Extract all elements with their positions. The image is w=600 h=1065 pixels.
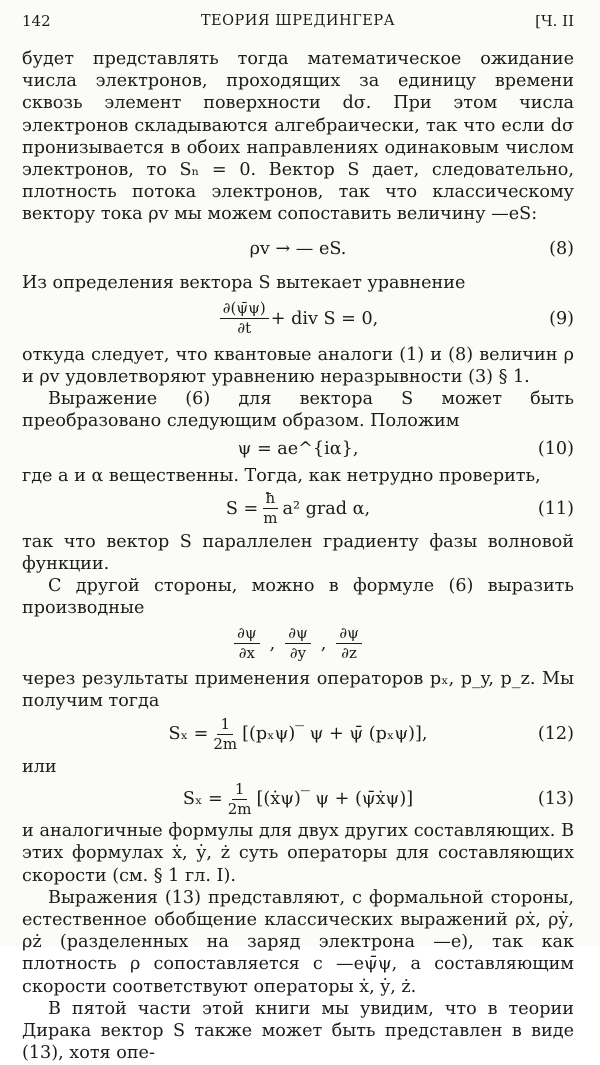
paragraph-1: будет представлять тогда математическое ожидание числа электронов, проходящих за единицу времени сквозь элемент поверхности dσ. При этом числа электронов складываются алгебраически, так что если dσ пронизывается в обоих направлениях одинаковым числом электронов, то Sₙ = 0. Вектор S дает, следовательно, плотность потока электронов, так что классическому вектору тока ρv мы можем сопоставить величину —eS:: [22, 49, 574, 225]
eq11-denominator: m: [263, 509, 278, 528]
eq12-denominator: 2m: [213, 734, 238, 753]
paragraph-8: через результаты применения операторов pₓ, p_y, p_z. Мы получим тогда: [22, 668, 574, 711]
eq13-lhs: Sₓ =: [182, 789, 223, 810]
deriv-z-num: ∂ψ: [336, 625, 362, 644]
eq9-denominator: ∂t: [237, 319, 252, 338]
eq11-lhs: S =: [225, 498, 259, 519]
eq11-rest: a² grad α,: [282, 498, 371, 519]
paragraph-3: откуда следует, что квантовые аналоги (1) и (8) величин ρ и ρv удовлетворяют уравнению неразрывности (3) § 1.: [22, 344, 574, 388]
deriv-y: [285, 625, 311, 662]
eq12-number: (12): [537, 723, 574, 744]
eq12-fraction: [210, 716, 240, 753]
equation-8: [22, 226, 574, 272]
eq9-fraction: [220, 300, 269, 337]
paragraph-11: Выражения (13) представляют, с формальной стороны, естественное обобщение классических выражений ρẋ, ρẏ, ρż (разделенных на заряд электрона —e), так как плотность ρ сопоставляется с —eψ̄ψ, а составляющим скорости соответствуют операторы ẋ, ẏ, ż.: [22, 887, 574, 997]
eq9-rest: + div S = 0,: [270, 308, 379, 329]
equation-11: [22, 487, 574, 531]
equation-12: [22, 712, 574, 756]
paragraph-7: С другой стороны, можно в формуле (6) выразить производные: [22, 576, 574, 619]
eq11-numerator: ħ: [263, 490, 279, 509]
page-header: [22, 8, 574, 34]
eq8-number: (8): [549, 238, 574, 259]
deriv-z-den: ∂z: [341, 644, 357, 663]
paragraph-10: и аналогичные формулы для двух других составляющих. В этих формулах ẋ, ẏ, ż суть операторы для составляющих скорости (см. § 1 гл. I).: [22, 821, 574, 886]
equation-13: [22, 778, 574, 820]
deriv-x-den: ∂x: [238, 644, 255, 663]
paragraph-2: Из определения вектора S вытекает уравнение: [22, 272, 466, 293]
eq10-number: (10): [537, 438, 574, 459]
chapter-marker: [Ч. II: [535, 12, 574, 30]
eq12-rest: [(pₓψ)‾ ψ + ψ̄ (pₓψ)],: [242, 723, 428, 744]
partial-derivatives: [22, 620, 574, 668]
equation-9: [22, 294, 574, 344]
eq11-fraction: [260, 490, 280, 527]
deriv-y-den: ∂y: [289, 644, 307, 663]
eq8-body: ρv → — eS.: [249, 238, 347, 259]
deriv-sep-2: ,: [320, 633, 327, 654]
equation-10: [22, 433, 574, 465]
eq11-number: (11): [537, 498, 574, 519]
deriv-sep-1: ,: [269, 633, 276, 654]
eq12-lhs: Sₓ =: [168, 723, 209, 744]
deriv-z: [336, 625, 362, 662]
paragraph-12: В пятой части этой книги мы увидим, что в теории Дирака вектор S также может быть представлен в виде (13), хотя опе-: [22, 998, 574, 1064]
paragraph-4: Выражение (6) для вектора S может быть преобразовано следующим образом. Положим: [22, 389, 574, 432]
running-title: ТЕОРИЯ ШРЕДИНГЕРА: [200, 13, 396, 29]
paragraph-9: или: [22, 757, 57, 778]
deriv-y-num: ∂ψ: [285, 625, 311, 644]
eq13-rest: [(ẋψ)‾ ψ + (ψ̄ẋψ)]: [256, 789, 414, 810]
paragraph-6: так что вектор S параллелен градиенту фазы волновой функции.: [22, 531, 574, 575]
eq13-fraction: [225, 781, 255, 818]
eq13-numerator: 1: [232, 781, 248, 800]
page-number: 142: [22, 12, 51, 30]
eq13-number: (13): [537, 789, 574, 810]
paragraph-5: где a и α вещественны. Тогда, как нетрудно проверить,: [22, 465, 541, 486]
eq10-body: ψ = ae^{iα},: [237, 438, 359, 459]
eq9-numerator: ∂(ψ̄ψ): [220, 300, 269, 319]
eq12-numerator: 1: [217, 716, 233, 735]
deriv-x: [234, 625, 260, 662]
eq9-number: (9): [549, 308, 574, 329]
eq13-denominator: 2m: [227, 799, 252, 818]
deriv-x-num: ∂ψ: [234, 625, 260, 644]
